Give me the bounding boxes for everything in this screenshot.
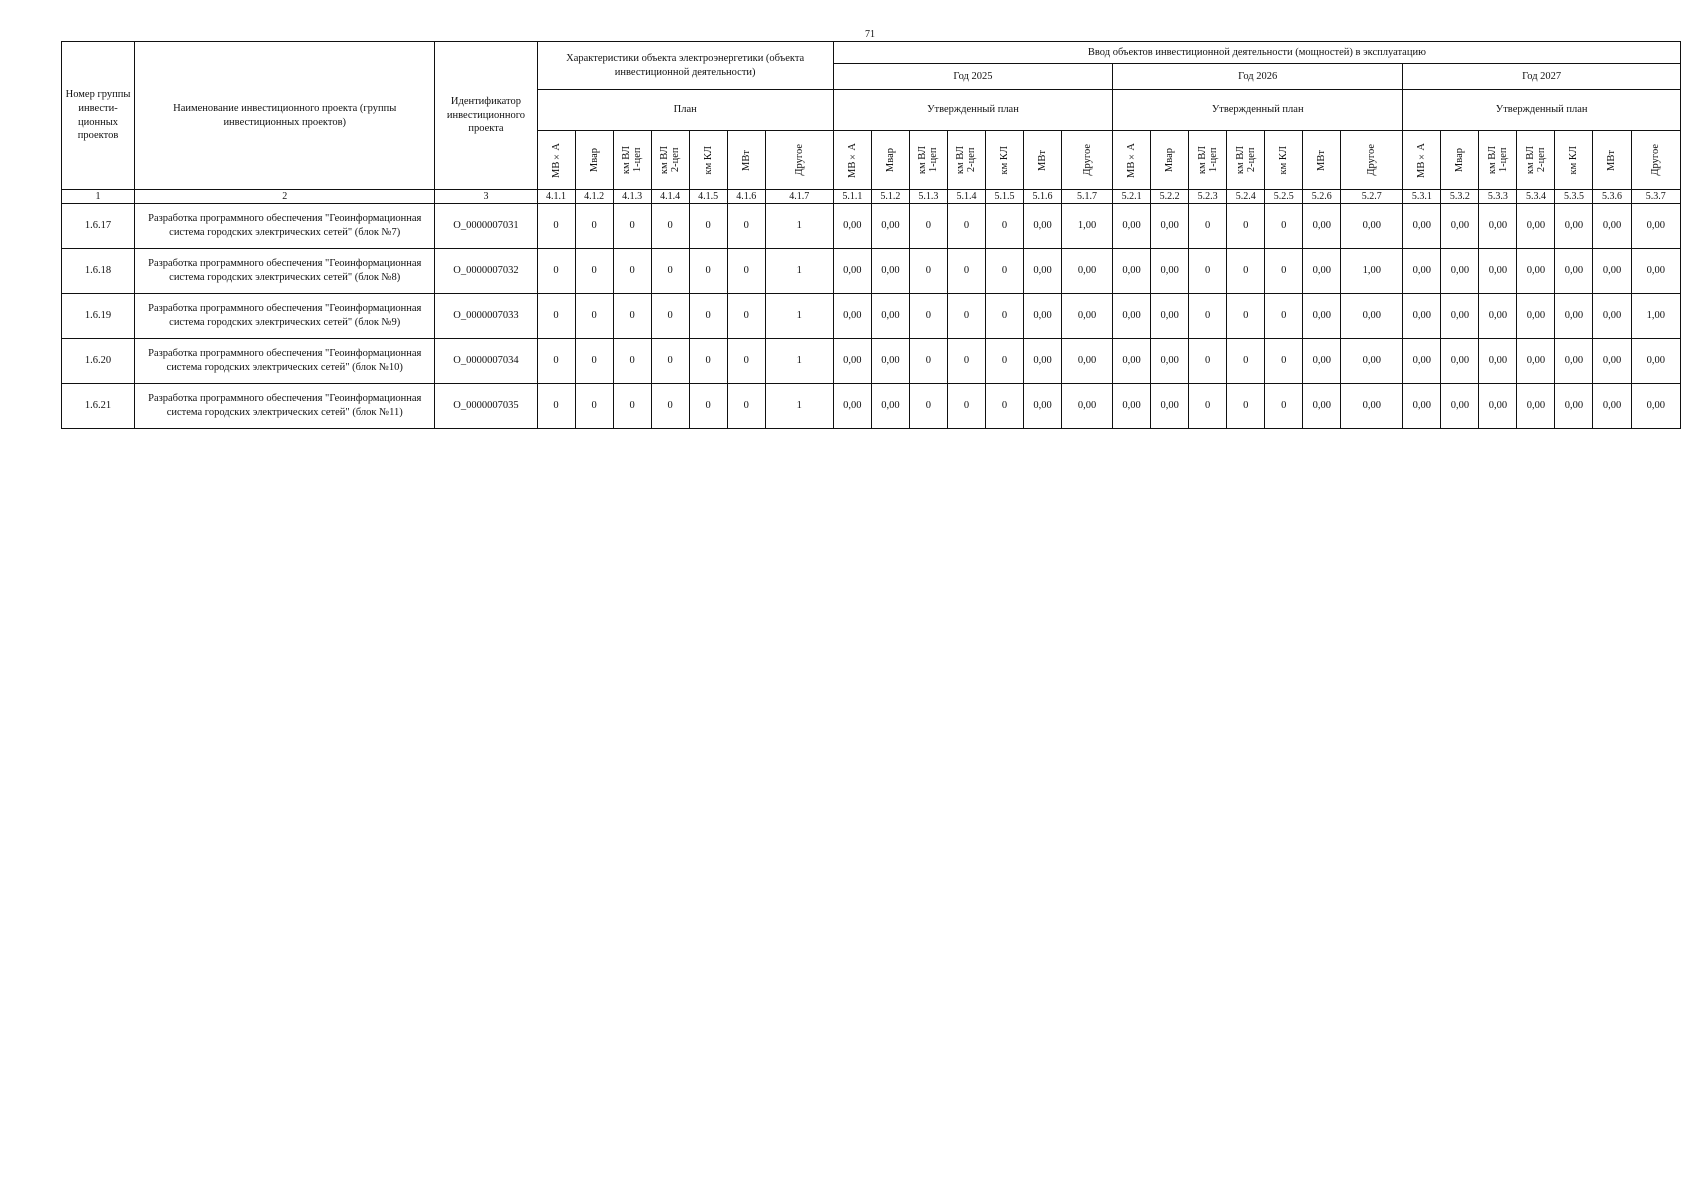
value-cell: 0 xyxy=(947,339,985,384)
group-number-cell: 1.6.21 xyxy=(62,384,135,429)
value-cell: 1,00 xyxy=(1062,204,1113,249)
project-name-cell: Разработка программного обеспечения "Геоинформационная система городских электрических сетей" (блок №8) xyxy=(135,249,435,294)
value-cell: 0,00 xyxy=(1631,204,1680,249)
unit-label: МВт xyxy=(1316,149,1328,171)
unit-header-cell xyxy=(1441,131,1479,190)
value-cell: 0 xyxy=(575,249,613,294)
value-cell: 0 xyxy=(947,249,985,294)
value-cell: 0 xyxy=(1227,339,1265,384)
value-cell: 0 xyxy=(1189,339,1227,384)
value-cell: 0 xyxy=(1265,249,1303,294)
unit-label: км ВЛ xyxy=(659,145,671,175)
value-cell: 0 xyxy=(1227,249,1265,294)
column-index-cell: 5.2.2 xyxy=(1151,190,1189,204)
unit-label: км ВЛ xyxy=(1524,145,1536,175)
project-name-cell: Разработка программного обеспечения "Геоинформационная система городских электрических сетей" (блок №9) xyxy=(135,294,435,339)
unit-header-cell xyxy=(985,131,1023,190)
value-cell: 0 xyxy=(537,204,575,249)
value-cell: 0,00 xyxy=(1403,204,1441,249)
header-commissioning: Ввод объектов инвестиционной деятельности (мощностей) в эксплуатацию xyxy=(833,42,1680,64)
unit-label: км КЛ xyxy=(1568,145,1580,175)
header-characteristics: Характеристики объекта электроэнергетики (объекта инвестиционной деятельности) xyxy=(537,42,833,90)
value-cell: 0,00 xyxy=(1151,339,1189,384)
group-number-cell: 1.6.18 xyxy=(62,249,135,294)
unit-header-cell xyxy=(1517,131,1555,190)
value-cell: 0 xyxy=(613,339,651,384)
table-body xyxy=(62,204,1681,429)
value-cell: 0,00 xyxy=(1479,294,1517,339)
value-cell: 0,00 xyxy=(1517,339,1555,384)
value-cell: 0,00 xyxy=(1303,249,1341,294)
value-cell: 0,00 xyxy=(1403,294,1441,339)
unit-header-cell xyxy=(689,131,727,190)
column-index-cell: 4.1.7 xyxy=(765,190,833,204)
value-cell: 0,00 xyxy=(1441,384,1479,429)
value-cell: 0,00 xyxy=(1593,294,1631,339)
value-cell: 0 xyxy=(1227,204,1265,249)
unit-label: Другое xyxy=(1081,144,1093,176)
value-cell: 0 xyxy=(985,339,1023,384)
column-index-cell: 5.1.1 xyxy=(833,190,871,204)
column-index-cell: 5.3.7 xyxy=(1631,190,1680,204)
value-cell: 0 xyxy=(575,204,613,249)
unit-header-cell xyxy=(1593,131,1631,190)
value-cell: 0,00 xyxy=(1303,204,1341,249)
value-cell: 0 xyxy=(909,249,947,294)
column-index-cell: 5.1.7 xyxy=(1062,190,1113,204)
unit-label: км ВЛ xyxy=(917,145,929,175)
value-cell: 0,00 xyxy=(1479,204,1517,249)
unit-label: МВ×А xyxy=(1416,142,1428,178)
value-cell: 0,00 xyxy=(1024,339,1062,384)
unit-label: МВ×А xyxy=(846,142,858,178)
column-index-cell: 4.1.2 xyxy=(575,190,613,204)
value-cell: 0 xyxy=(985,384,1023,429)
value-cell: 0,00 xyxy=(1517,249,1555,294)
table-row xyxy=(62,384,1681,429)
value-cell: 0,00 xyxy=(871,204,909,249)
unit-label: 1-цеп xyxy=(1207,147,1219,173)
value-cell: 0 xyxy=(727,204,765,249)
unit-label: МВ×А xyxy=(550,142,562,178)
unit-header-cell xyxy=(1062,131,1113,190)
unit-label: км ВЛ xyxy=(1196,145,1208,175)
value-cell: 0,00 xyxy=(1555,204,1593,249)
value-cell: 0 xyxy=(985,204,1023,249)
value-cell: 0,00 xyxy=(1303,384,1341,429)
value-cell: 0 xyxy=(909,384,947,429)
column-index-cell: 4.1.1 xyxy=(537,190,575,204)
unit-label: Мвар xyxy=(884,147,896,173)
value-cell: 0,00 xyxy=(1593,249,1631,294)
unit-header-cell xyxy=(1555,131,1593,190)
value-cell: 0,00 xyxy=(1113,249,1151,294)
unit-header-cell xyxy=(651,131,689,190)
unit-label: МВт xyxy=(1606,149,1618,171)
value-cell: 0 xyxy=(1189,249,1227,294)
unit-header-cell xyxy=(871,131,909,190)
value-cell: 0 xyxy=(575,384,613,429)
unit-header-cell xyxy=(575,131,613,190)
unit-label: Мвар xyxy=(588,147,600,173)
column-index-cell: 5.2.5 xyxy=(1265,190,1303,204)
value-cell: 0 xyxy=(651,339,689,384)
value-cell: 0,00 xyxy=(1555,384,1593,429)
column-index-cell: 5.1.4 xyxy=(947,190,985,204)
value-cell: 0,00 xyxy=(833,294,871,339)
column-index-cell: 5.2.6 xyxy=(1303,190,1341,204)
header-approved-plan-2026: Утвержденный план xyxy=(1113,90,1403,131)
project-name-cell: Разработка программного обеспечения "Геоинформационная система городских электрических сетей" (блок №7) xyxy=(135,204,435,249)
value-cell: 0,00 xyxy=(1479,339,1517,384)
value-cell: 0,00 xyxy=(1062,384,1113,429)
column-index-cell: 5.2.3 xyxy=(1189,190,1227,204)
value-cell: 0 xyxy=(537,339,575,384)
value-cell: 0 xyxy=(613,294,651,339)
value-cell: 0,00 xyxy=(1441,294,1479,339)
value-cell: 0 xyxy=(1227,384,1265,429)
unit-label: км КЛ xyxy=(998,145,1010,175)
unit-header-cell xyxy=(1265,131,1303,190)
column-index-cell: 5.3.1 xyxy=(1403,190,1441,204)
value-cell: 0 xyxy=(575,294,613,339)
column-index-cell: 1 xyxy=(62,190,135,204)
column-index-cell: 4.1.5 xyxy=(689,190,727,204)
unit-header-cell xyxy=(1151,131,1189,190)
column-index-cell: 5.3.4 xyxy=(1517,190,1555,204)
unit-label: 2-цеп xyxy=(1245,147,1257,173)
value-cell: 0,00 xyxy=(1555,249,1593,294)
unit-label: км ВЛ xyxy=(621,145,633,175)
value-cell: 0 xyxy=(1189,204,1227,249)
value-cell: 0,00 xyxy=(833,384,871,429)
project-name-cell: Разработка программного обеспечения "Геоинформационная система городских электрических сетей" (блок №11) xyxy=(135,384,435,429)
table-row xyxy=(62,249,1681,294)
unit-header-cell xyxy=(1341,131,1403,190)
value-cell: 0,00 xyxy=(1555,339,1593,384)
unit-label: 1-цеп xyxy=(632,147,644,173)
table-row xyxy=(62,204,1681,249)
column-index-cell: 5.3.3 xyxy=(1479,190,1517,204)
value-cell: 0,00 xyxy=(1631,339,1680,384)
value-cell: 0,00 xyxy=(1593,204,1631,249)
column-index-cell: 4.1.6 xyxy=(727,190,765,204)
unit-label: км ВЛ xyxy=(1234,145,1246,175)
unit-header-cell xyxy=(1631,131,1680,190)
value-cell: 0,00 xyxy=(1593,339,1631,384)
value-cell: 0 xyxy=(613,384,651,429)
value-cell: 0 xyxy=(1265,339,1303,384)
value-cell: 0 xyxy=(947,294,985,339)
value-cell: 0 xyxy=(613,249,651,294)
unit-label: МВ×А xyxy=(1126,142,1138,178)
value-cell: 0,00 xyxy=(871,339,909,384)
value-cell: 0,00 xyxy=(1151,249,1189,294)
project-id-cell: О_0000007034 xyxy=(435,339,537,384)
value-cell: 0,00 xyxy=(833,249,871,294)
value-cell: 0 xyxy=(651,249,689,294)
value-cell: 0 xyxy=(651,294,689,339)
project-id-cell: О_0000007033 xyxy=(435,294,537,339)
column-index-cell: 2 xyxy=(135,190,435,204)
value-cell: 0,00 xyxy=(871,249,909,294)
column-index-cell: 4.1.3 xyxy=(613,190,651,204)
value-cell: 0,00 xyxy=(1593,384,1631,429)
unit-header-cell xyxy=(1303,131,1341,190)
column-index-cell: 5.1.5 xyxy=(985,190,1023,204)
value-cell: 0 xyxy=(1189,294,1227,339)
value-cell: 1 xyxy=(765,294,833,339)
value-cell: 0,00 xyxy=(833,204,871,249)
value-cell: 0,00 xyxy=(1479,384,1517,429)
header-year-2025: Год 2025 xyxy=(833,64,1112,90)
value-cell: 1 xyxy=(765,384,833,429)
project-id-cell: О_0000007031 xyxy=(435,204,537,249)
header-row-1 xyxy=(62,42,1681,64)
unit-label: 1-цеп xyxy=(928,147,940,173)
value-cell: 1,00 xyxy=(1341,249,1403,294)
header-approved-plan-2025: Утвержденный план xyxy=(833,90,1112,131)
unit-label: км ВЛ xyxy=(955,145,967,175)
value-cell: 0 xyxy=(727,384,765,429)
column-index-cell: 5.2.7 xyxy=(1341,190,1403,204)
column-index-cell: 5.3.6 xyxy=(1593,190,1631,204)
group-number-cell: 1.6.19 xyxy=(62,294,135,339)
header-year-2026: Год 2026 xyxy=(1113,64,1403,90)
value-cell: 0,00 xyxy=(1341,204,1403,249)
value-cell: 0,00 xyxy=(1024,204,1062,249)
group-number-cell: 1.6.20 xyxy=(62,339,135,384)
value-cell: 0,00 xyxy=(1151,204,1189,249)
value-cell: 0,00 xyxy=(1024,249,1062,294)
value-cell: 0,00 xyxy=(1024,294,1062,339)
value-cell: 0,00 xyxy=(1517,384,1555,429)
value-cell: 0,00 xyxy=(1062,294,1113,339)
unit-header-cell xyxy=(1403,131,1441,190)
value-cell: 0 xyxy=(1265,294,1303,339)
unit-header-cell xyxy=(1113,131,1151,190)
value-cell: 0 xyxy=(575,339,613,384)
value-cell: 0,00 xyxy=(1555,294,1593,339)
value-cell: 0 xyxy=(947,384,985,429)
value-cell: 0,00 xyxy=(1024,384,1062,429)
unit-header-cell xyxy=(1024,131,1062,190)
value-cell: 0 xyxy=(727,294,765,339)
value-cell: 0,00 xyxy=(1403,384,1441,429)
value-cell: 0 xyxy=(727,249,765,294)
unit-label: Другое xyxy=(793,144,805,176)
unit-label: 2-цеп xyxy=(1535,147,1547,173)
unit-label: км КЛ xyxy=(702,145,714,175)
value-cell: 0,00 xyxy=(1113,204,1151,249)
table-row xyxy=(62,294,1681,339)
value-cell: 0,00 xyxy=(1113,339,1151,384)
value-cell: 0,00 xyxy=(1403,339,1441,384)
unit-label: Другое xyxy=(1366,144,1378,176)
value-cell: 0,00 xyxy=(1441,204,1479,249)
unit-header-cell xyxy=(537,131,575,190)
header-project-name: Наименование инвестиционного проекта (группы инвестиционных проектов) xyxy=(135,42,435,190)
page-number: 71 xyxy=(865,29,875,40)
value-cell: 0,00 xyxy=(1062,339,1113,384)
value-cell: 0 xyxy=(689,249,727,294)
unit-header-cell xyxy=(727,131,765,190)
value-cell: 0,00 xyxy=(1479,249,1517,294)
column-index-cell: 5.2.1 xyxy=(1113,190,1151,204)
value-cell: 0,00 xyxy=(871,294,909,339)
value-cell: 0 xyxy=(651,384,689,429)
unit-header-cell xyxy=(909,131,947,190)
unit-label: 2-цеп xyxy=(966,147,978,173)
project-name-cell: Разработка программного обеспечения "Геоинформационная система городских электрических сетей" (блок №10) xyxy=(135,339,435,384)
value-cell: 0,00 xyxy=(1441,339,1479,384)
unit-header-cell xyxy=(1479,131,1517,190)
value-cell: 0,00 xyxy=(833,339,871,384)
value-cell: 1 xyxy=(765,204,833,249)
header-project-id: Идентификатор инвестиционного проекта xyxy=(435,42,537,190)
value-cell: 0 xyxy=(727,339,765,384)
unit-label: 1-цеп xyxy=(1497,147,1509,173)
value-cell: 0 xyxy=(689,294,727,339)
value-cell: 0,00 xyxy=(1631,384,1680,429)
value-cell: 0 xyxy=(909,339,947,384)
value-cell: 0 xyxy=(613,204,651,249)
unit-header-cell xyxy=(613,131,651,190)
header-year-2027: Год 2027 xyxy=(1403,64,1681,90)
value-cell: 0,00 xyxy=(1062,249,1113,294)
value-cell: 1 xyxy=(765,249,833,294)
value-cell: 1 xyxy=(765,339,833,384)
column-index-row xyxy=(62,190,1681,204)
project-id-cell: О_0000007032 xyxy=(435,249,537,294)
table-row xyxy=(62,339,1681,384)
header-plan: План xyxy=(537,90,833,131)
value-cell: 1,00 xyxy=(1631,294,1680,339)
value-cell: 0,00 xyxy=(1113,294,1151,339)
value-cell: 0 xyxy=(985,249,1023,294)
column-index-cell: 5.2.4 xyxy=(1227,190,1265,204)
value-cell: 0 xyxy=(1265,384,1303,429)
unit-label: Мвар xyxy=(1164,147,1176,173)
unit-label: Мвар xyxy=(1454,147,1466,173)
value-cell: 0,00 xyxy=(1303,294,1341,339)
value-cell: 0,00 xyxy=(1151,294,1189,339)
unit-header-cell xyxy=(1227,131,1265,190)
value-cell: 0,00 xyxy=(1341,384,1403,429)
header-approved-plan-2027: Утвержденный план xyxy=(1403,90,1681,131)
value-cell: 0 xyxy=(1265,204,1303,249)
unit-label: МВт xyxy=(1037,149,1048,171)
value-cell: 0 xyxy=(537,249,575,294)
unit-label: 2-цеп xyxy=(670,147,682,173)
value-cell: 0,00 xyxy=(1151,384,1189,429)
column-index-cell: 5.1.2 xyxy=(871,190,909,204)
value-cell: 0 xyxy=(651,204,689,249)
value-cell: 0 xyxy=(1227,294,1265,339)
value-cell: 0 xyxy=(985,294,1023,339)
investment-table xyxy=(61,41,1681,429)
unit-header-cell xyxy=(765,131,833,190)
value-cell: 0 xyxy=(689,339,727,384)
value-cell: 0 xyxy=(689,384,727,429)
unit-header-cell xyxy=(947,131,985,190)
unit-label: Другое xyxy=(1650,144,1662,176)
header-group-number: Номер группы инвести-ционных проектов xyxy=(62,42,135,190)
value-cell: 0 xyxy=(1189,384,1227,429)
unit-label: км КЛ xyxy=(1278,145,1290,175)
value-cell: 0,00 xyxy=(1113,384,1151,429)
column-index-cell: 5.1.3 xyxy=(909,190,947,204)
value-cell: 0,00 xyxy=(1341,339,1403,384)
column-index-cell: 3 xyxy=(435,190,537,204)
column-index-cell: 5.3.5 xyxy=(1555,190,1593,204)
value-cell: 0,00 xyxy=(1341,294,1403,339)
column-index-cell: 5.3.2 xyxy=(1441,190,1479,204)
column-index-cell: 4.1.4 xyxy=(651,190,689,204)
column-index-cell: 5.1.6 xyxy=(1024,190,1062,204)
project-id-cell: О_0000007035 xyxy=(435,384,537,429)
value-cell: 0 xyxy=(909,294,947,339)
unit-label: МВт xyxy=(740,149,752,171)
value-cell: 0,00 xyxy=(1517,204,1555,249)
unit-label: км ВЛ xyxy=(1486,145,1498,175)
group-number-cell: 1.6.17 xyxy=(62,204,135,249)
unit-header-cell xyxy=(1189,131,1227,190)
value-cell: 0,00 xyxy=(1631,249,1680,294)
value-cell: 0,00 xyxy=(1441,249,1479,294)
value-cell: 0 xyxy=(537,384,575,429)
value-cell: 0,00 xyxy=(1303,339,1341,384)
unit-header-cell xyxy=(833,131,871,190)
value-cell: 0 xyxy=(537,294,575,339)
value-cell: 0,00 xyxy=(1403,249,1441,294)
value-cell: 0 xyxy=(909,204,947,249)
value-cell: 0 xyxy=(947,204,985,249)
value-cell: 0 xyxy=(689,204,727,249)
table-header xyxy=(62,42,1681,204)
value-cell: 0,00 xyxy=(1517,294,1555,339)
value-cell: 0,00 xyxy=(871,384,909,429)
